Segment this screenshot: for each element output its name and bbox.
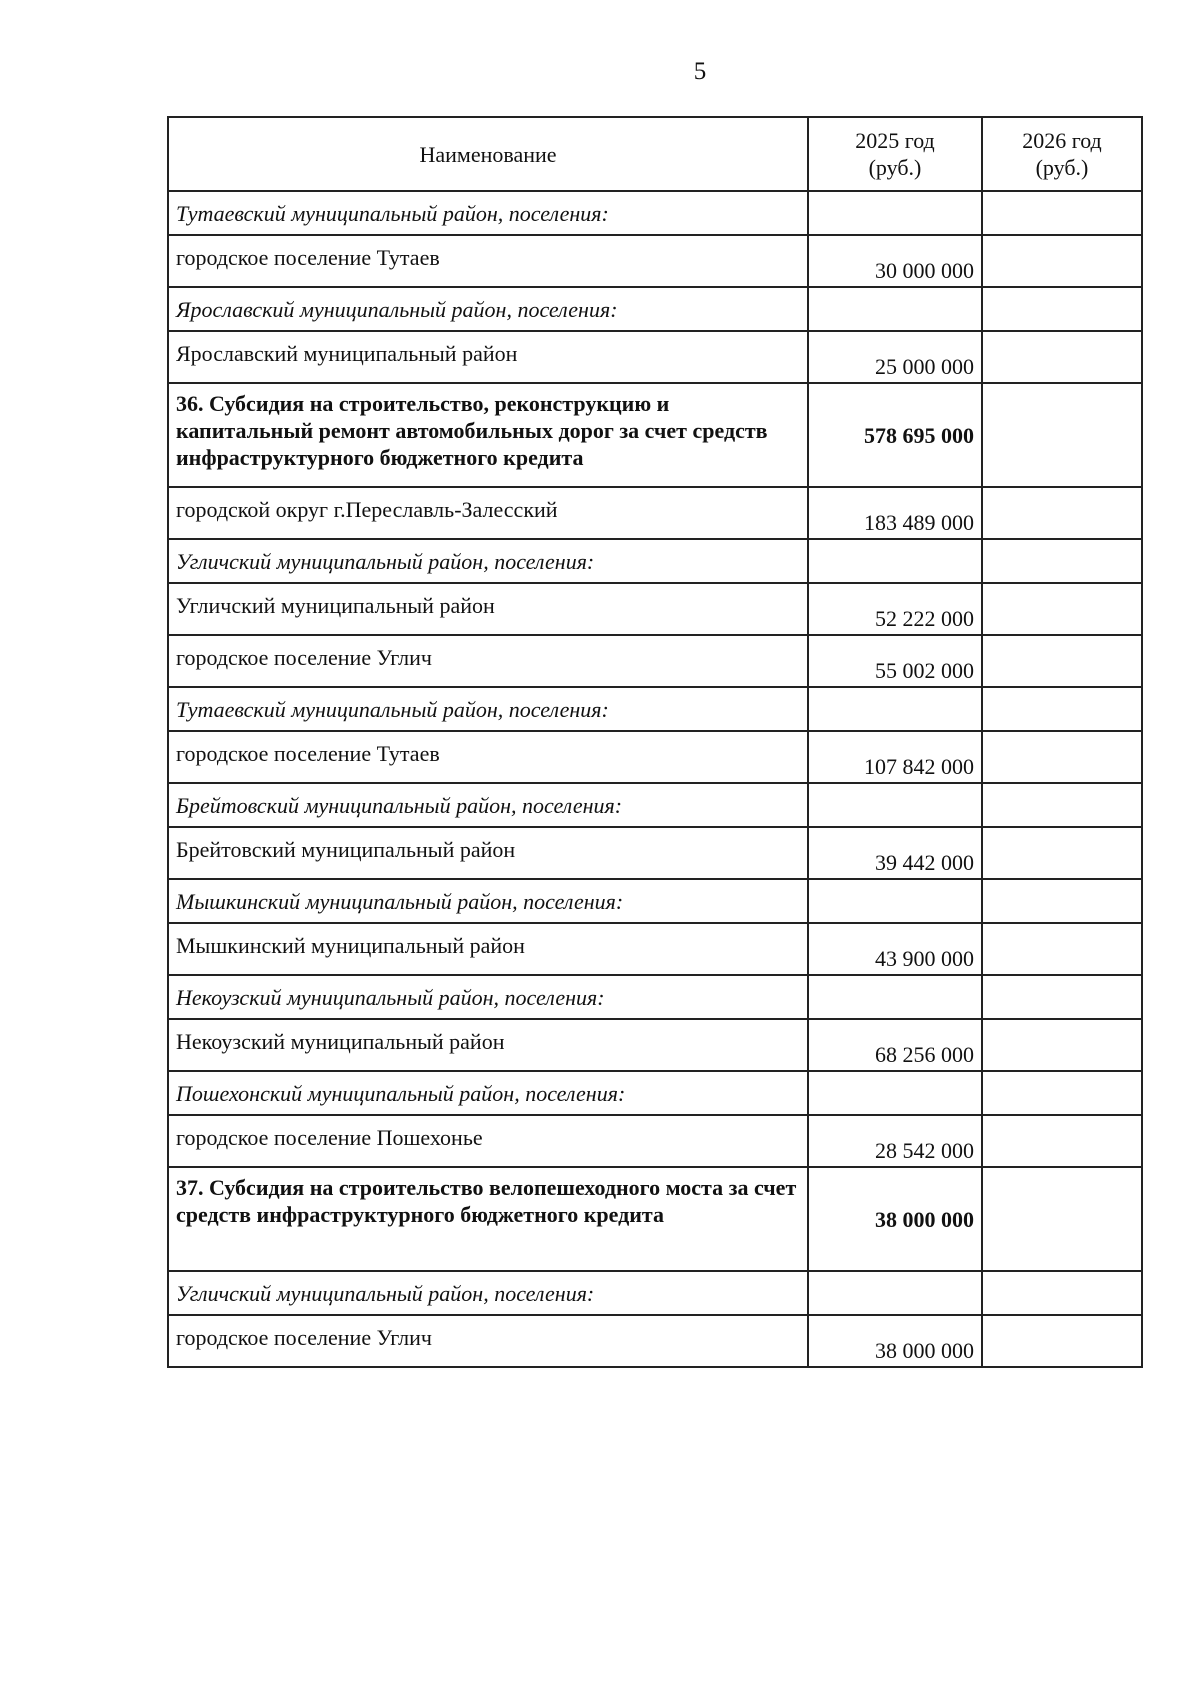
table-row-item	[168, 1019, 1142, 1071]
table-row-group	[168, 1271, 1142, 1315]
table-row-item	[168, 923, 1142, 975]
row-name: Мышкинский муниципальный район, поселения:	[168, 879, 808, 923]
row-value-2026	[982, 287, 1142, 331]
row-value-2026	[982, 1019, 1142, 1071]
row-value-2026	[982, 879, 1142, 923]
row-value-2026	[982, 923, 1142, 975]
row-value-2025: 38 000 000	[808, 1315, 982, 1367]
row-value-2026	[982, 191, 1142, 235]
row-value-2026	[982, 331, 1142, 383]
row-name: городское поселение Углич	[168, 635, 808, 687]
row-value-2026	[982, 487, 1142, 539]
table-row-group	[168, 191, 1142, 235]
table-row-group	[168, 879, 1142, 923]
row-name: городское поселение Пошехонье	[168, 1115, 808, 1167]
row-value-2025: 39 442 000	[808, 827, 982, 879]
row-value-2026	[982, 1115, 1142, 1167]
row-name: Угличский муниципальный район	[168, 583, 808, 635]
row-name: Тутаевский муниципальный район, поселения:	[168, 687, 808, 731]
table-row-group	[168, 539, 1142, 583]
row-name: Ярославский муниципальный район	[168, 331, 808, 383]
row-name: городское поселение Тутаев	[168, 235, 808, 287]
row-value-2025: 52 222 000	[808, 583, 982, 635]
budget-table	[167, 116, 1143, 1368]
row-value-2026	[982, 1271, 1142, 1315]
table-row-item	[168, 635, 1142, 687]
header-2025: 2025 год (руб.)	[808, 117, 982, 191]
table-row-section	[168, 383, 1142, 487]
row-value-2025	[808, 539, 982, 583]
table-header-row	[168, 117, 1142, 191]
row-value-2026	[982, 539, 1142, 583]
row-value-2025: 183 489 000	[808, 487, 982, 539]
table-row-item	[168, 583, 1142, 635]
row-name: городское поселение Углич	[168, 1315, 808, 1367]
table-row-group	[168, 975, 1142, 1019]
table-row-group	[168, 687, 1142, 731]
table-row-item	[168, 487, 1142, 539]
row-name: Некоузский муниципальный район	[168, 1019, 808, 1071]
table-row-item	[168, 1315, 1142, 1367]
row-value-2025: 68 256 000	[808, 1019, 982, 1071]
table-row-item	[168, 331, 1142, 383]
row-name: Брейтовский муниципальный район	[168, 827, 808, 879]
row-value-2026	[982, 235, 1142, 287]
row-name: Угличский муниципальный район, поселения:	[168, 1271, 808, 1315]
row-value-2025: 38 000 000	[808, 1167, 982, 1271]
row-value-2026	[982, 583, 1142, 635]
row-value-2025	[808, 1271, 982, 1315]
row-name: Пошехонский муниципальный район, поселения:	[168, 1071, 808, 1115]
row-name: Тутаевский муниципальный район, поселения:	[168, 191, 808, 235]
row-name: Ярославский муниципальный район, поселения:	[168, 287, 808, 331]
row-value-2026	[982, 731, 1142, 783]
row-value-2025	[808, 879, 982, 923]
row-name: Некоузский муниципальный район, поселения:	[168, 975, 808, 1019]
row-value-2025: 107 842 000	[808, 731, 982, 783]
row-value-2025: 43 900 000	[808, 923, 982, 975]
header-2026: 2026 год (руб.)	[982, 117, 1142, 191]
table-row-group	[168, 287, 1142, 331]
row-value-2026	[982, 687, 1142, 731]
row-value-2026	[982, 1071, 1142, 1115]
row-value-2025	[808, 687, 982, 731]
table-row-section	[168, 1167, 1142, 1271]
row-value-2025: 55 002 000	[808, 635, 982, 687]
row-value-2025	[808, 783, 982, 827]
row-value-2026	[982, 1167, 1142, 1271]
row-name: Мышкинский муниципальный район	[168, 923, 808, 975]
row-value-2026	[982, 827, 1142, 879]
header-name: Наименование	[168, 117, 808, 191]
page-number: 5	[693, 58, 707, 85]
row-value-2026	[982, 1315, 1142, 1367]
row-value-2025	[808, 191, 982, 235]
row-value-2025	[808, 287, 982, 331]
row-value-2026	[982, 975, 1142, 1019]
table-row-group	[168, 1071, 1142, 1115]
row-value-2025: 30 000 000	[808, 235, 982, 287]
row-name: Брейтовский муниципальный район, поселения:	[168, 783, 808, 827]
row-value-2026	[982, 383, 1142, 487]
row-name: 37. Субсидия на строительство велопешеходного моста за счет средств инфраструктурного бюджетного кредита	[168, 1167, 808, 1271]
row-value-2025: 578 695 000	[808, 383, 982, 487]
row-name: 36. Субсидия на строительство, реконструкцию и капитальный ремонт автомобильных дорог за счет средств инфраструктурного бюджетного кредита	[168, 383, 808, 487]
row-name: городское поселение Тутаев	[168, 731, 808, 783]
table-row-item	[168, 1115, 1142, 1167]
row-value-2025	[808, 1071, 982, 1115]
row-value-2026	[982, 783, 1142, 827]
row-value-2025	[808, 975, 982, 1019]
row-value-2025: 28 542 000	[808, 1115, 982, 1167]
table-row-item	[168, 235, 1142, 287]
row-value-2025: 25 000 000	[808, 331, 982, 383]
table-row-group	[168, 783, 1142, 827]
row-value-2026	[982, 635, 1142, 687]
row-name: Угличский муниципальный район, поселения:	[168, 539, 808, 583]
row-name: городской округ г.Переславль-Залесский	[168, 487, 808, 539]
table-row-item	[168, 827, 1142, 879]
table-row-item	[168, 731, 1142, 783]
